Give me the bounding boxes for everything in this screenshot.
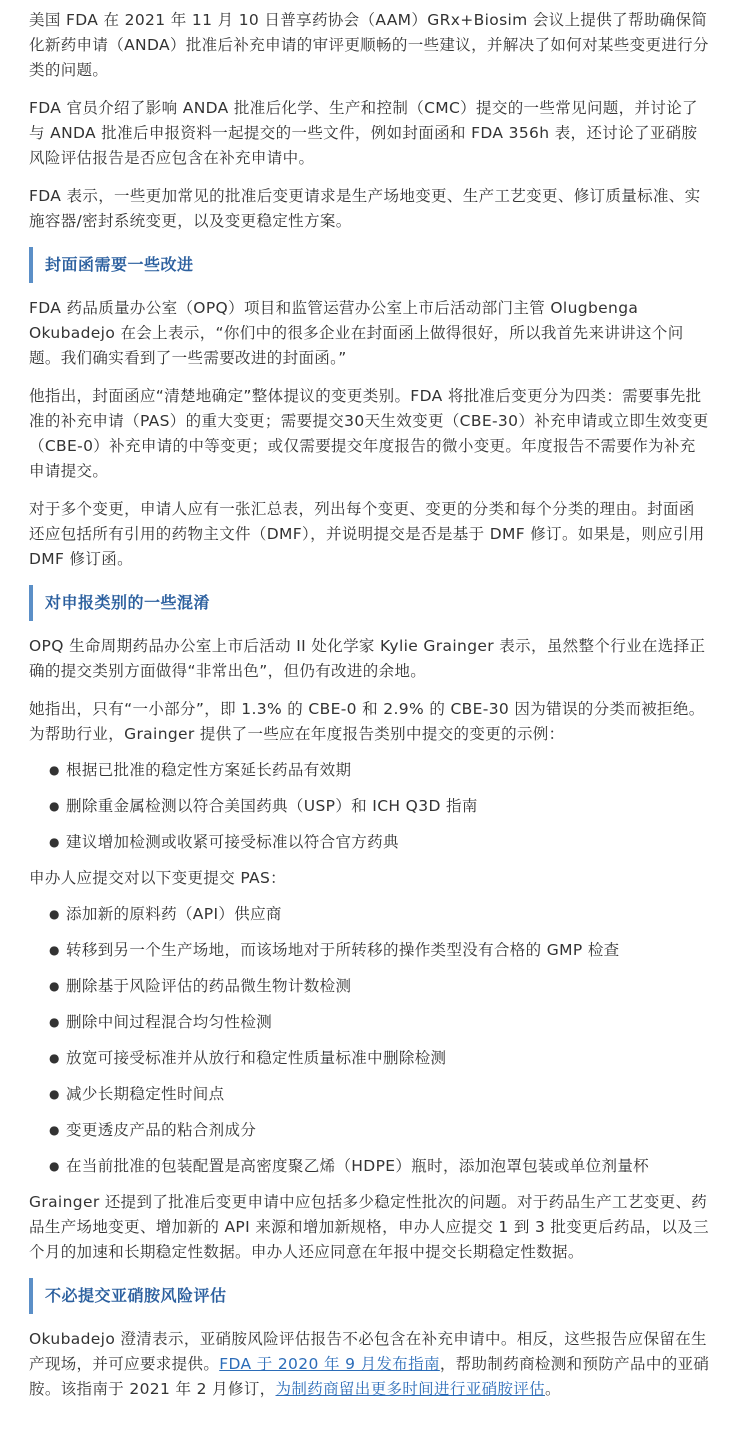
section-heading-nitrosamine: 不必提交亚硝胺风险评估 xyxy=(29,1278,710,1314)
nitrosamine-assessment-link[interactable]: 为制药商留出更多时间进行亚硝胺评估 xyxy=(275,1380,545,1398)
intro-paragraph-2: FDA 官员介绍了影响 ANDA 批准后化学、生产和控制（CMC）提交的一些常见问题，并讨论了 与 ANDA 批准后申报资料一起提交的一些文件，例如封面函和 FDA 356h 表，还讨论了亚硝胺风险评估报告是否应包含在补充申请中。 xyxy=(29,99,698,167)
bullet-icon: ● xyxy=(49,1087,60,1101)
intro-paragraph-1: 美国 FDA 在 2021 年 11 月 10 日普享药协会（AAM）GRx+Biosim 会议上提供了帮助确保简化新药申请（ANDA）批准后补充申请的审评更顺畅的一些建议，并解决了如何对某些变更进行分类的问题。 xyxy=(29,11,709,79)
bullet-icon: ● xyxy=(49,1159,60,1173)
list-item: ● 在当前批准的包装配置是高密度聚乙烯（HDPE）瓶时，添加泡罩包装或单位剂量杯 xyxy=(49,1154,710,1178)
section1-paragraph-2: 他指出，封面函应“清楚地确定”整体提议的变更类别。FDA 将批准后变更分为四类：需要事先批准的补充申请（PAS）的重大变更；需要提交30天生效变更（CBE-30）补充申请或立即生效变更（CBE-0）补充申请的中等变更；或仅需要提交年度报告的微小变更。年度报告不需要作为补充申请提交。 xyxy=(29,387,709,480)
bullet-icon: ● xyxy=(49,799,60,813)
bullet-icon: ● xyxy=(49,1051,60,1065)
section-heading-cover-letter: 封面函需要一些改进 xyxy=(29,247,710,283)
pas-intro: 申办人应提交对以下变更提交 PAS： xyxy=(29,869,287,887)
intro-paragraph-3: FDA 表示，一些更加常见的批准后变更请求是生产场地变更、生产工艺变更、修订质量标准、实施容器/密封系统变更，以及变更稳定性方案。 xyxy=(29,187,701,230)
annual-report-list xyxy=(29,758,710,854)
bullet-icon: ● xyxy=(49,835,60,849)
section2-paragraph-2: 她指出，只有“一小部分”，即 1.3% 的 CBE-0 和 2.9% 的 CBE-30 因为错误的分类而被拒绝。为帮助行业，Grainger 提供了一些应在年度报告类别中提交的变更的示例： xyxy=(29,700,705,743)
section2-paragraph-3: Grainger 还提到了批准后变更申请中应包括多少稳定性批次的问题。对于药品生产工艺变更、药品生产场地变更、增加新的 API 来源和增加新规格，申办人应提交 1 到 3 批变更后药品，以及三个月的加速和长期稳定性数据。申办人还应同意在年报中提交长期稳定性数据。 xyxy=(29,1193,709,1261)
section1-paragraph-1: FDA 药品质量办公室（OPQ）项目和监管运营办公室上市后活动部门主管 Olugbenga Okubadejo 在会上表示，“你们中的很多企业在封面函上做得很好，所以我首先来讲讲这个问题。我们确实看到了一些需要改进的封面函。” xyxy=(29,299,684,367)
list-item: ● 建议增加检测或收紧可接受标准以符合官方药典 xyxy=(49,830,710,854)
section3-paragraph-1: Okubadejo 澄清表示，亚硝胺风险评估报告不必包含在补充申请中。相反，这些报告应保留在生产现场，并可应要求提供。FDA 于 2020 年 9 月发布指南，帮助制药商检测和预防产品中的亚硝胺。该指南于 2021 年 2 月修订，为制药商留出更多时间进行亚硝胺评估。 xyxy=(29,1330,710,1398)
pas-list xyxy=(29,902,710,1178)
list-item: ● 放宽可接受标准并从放行和稳定性质量标准中删除检测 xyxy=(49,1046,710,1070)
bullet-icon: ● xyxy=(49,943,60,957)
section-heading-submission-category: 对申报类别的一些混淆 xyxy=(29,585,710,621)
fda-guidance-link[interactable]: FDA 于 2020 年 9 月发布指南 xyxy=(219,1355,440,1373)
bullet-icon: ● xyxy=(49,1015,60,1029)
list-item: ● 变更透皮产品的粘合剂成分 xyxy=(49,1118,710,1142)
bullet-icon: ● xyxy=(49,979,60,993)
list-item: ● 删除基于风险评估的药品微生物计数检测 xyxy=(49,974,710,998)
bullet-icon: ● xyxy=(49,1123,60,1137)
list-item: ● 删除中间过程混合均匀性检测 xyxy=(49,1010,710,1034)
list-item: ● 减少长期稳定性时间点 xyxy=(49,1082,710,1106)
list-item: ● 删除重金属检测以符合美国药典（USP）和 ICH Q3D 指南 xyxy=(49,794,710,818)
bullet-icon: ● xyxy=(49,763,60,777)
section2-paragraph-1: OPQ 生命周期药品办公室上市后活动 II 处化学家 Kylie Grainger 表示，虽然整个行业在选择正确的提交类别方面做得“非常出色”，但仍有改进的余地。 xyxy=(29,637,706,680)
list-item: ● 转移到另一个生产场地，而该场地对于所转移的操作类型没有合格的 GMP 检查 xyxy=(49,938,710,962)
bullet-icon: ● xyxy=(49,907,60,921)
list-item: ● 根据已批准的稳定性方案延长药品有效期 xyxy=(49,758,710,782)
section1-paragraph-3: 对于多个变更，申请人应有一张汇总表，列出每个变更、变更的分类和每个分类的理由。封面函还应包括所有引用的药物主文件（DMF），并说明提交是否是基于 DMF 修订。如果是，则应引用 DMF 修订函。 xyxy=(29,500,705,568)
list-item: ● 添加新的原料药（API）供应商 xyxy=(49,902,710,926)
